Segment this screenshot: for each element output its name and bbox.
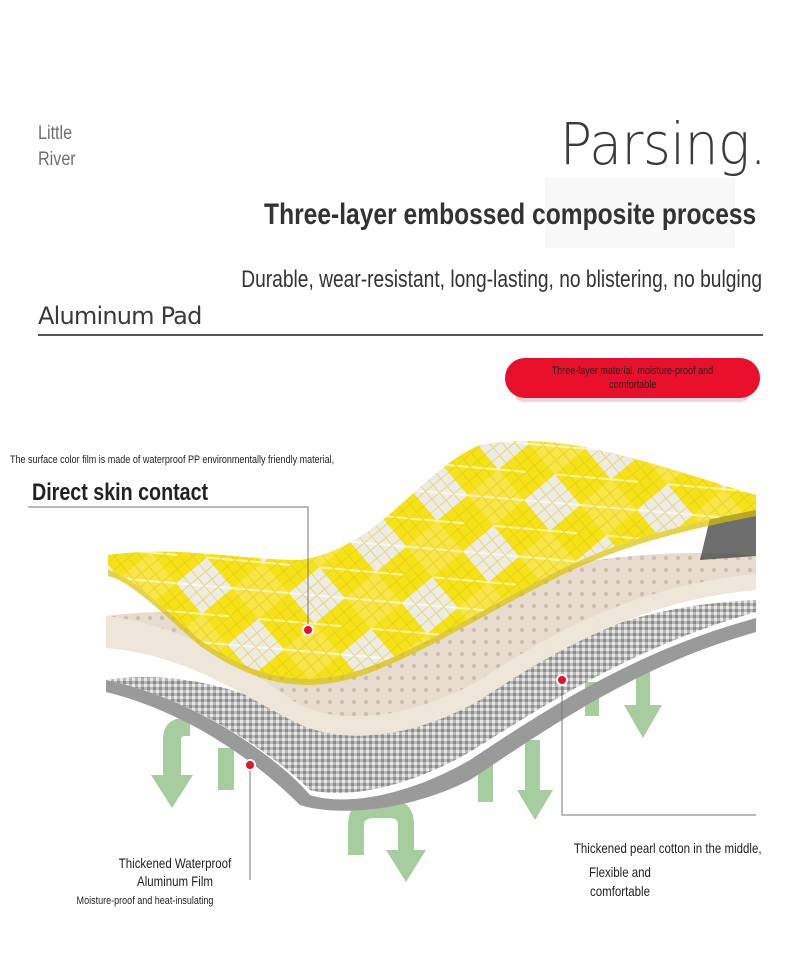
page-title: Parsing.	[559, 110, 766, 178]
brand-line-1: Little	[38, 123, 73, 144]
marker-dot	[245, 760, 255, 770]
middle-caption-line-2: Flexible and	[589, 864, 651, 880]
middle-caption-line-1: Thickened pearl cotton in the middle,	[573, 840, 762, 856]
brand-logo	[38, 121, 76, 173]
brand-line-2: River	[38, 149, 76, 170]
middle-caption-line-3: comfortable	[590, 883, 650, 899]
page-subtitle: Three-layer embossed composite process	[263, 198, 756, 231]
bottom-layer-caption	[100, 855, 250, 889]
feature-badge	[505, 358, 760, 398]
bottom-caption-line-2: Aluminum Film	[137, 873, 213, 889]
bottom-caption-line-1: Thickened Waterproof	[118, 855, 232, 871]
badge-line-2: comfortable	[608, 379, 657, 391]
tagline: Durable, wear-resistant, long-lasting, no blistering, no bulging	[241, 266, 762, 293]
marker-dot	[303, 625, 313, 635]
divider	[38, 334, 763, 336]
marker-dot	[557, 675, 567, 685]
product-name: Aluminum Pad	[38, 302, 202, 330]
badge-line-1: Three-layer material, moisture-proof and	[551, 365, 714, 377]
top-layer-note: The surface color film is made of waterproof PP environmentally friendly material,	[10, 454, 335, 466]
bottom-caption-line-3: Moisture-proof and heat-insulating	[76, 895, 214, 907]
top-layer-heading: Direct skin contact	[32, 479, 209, 506]
